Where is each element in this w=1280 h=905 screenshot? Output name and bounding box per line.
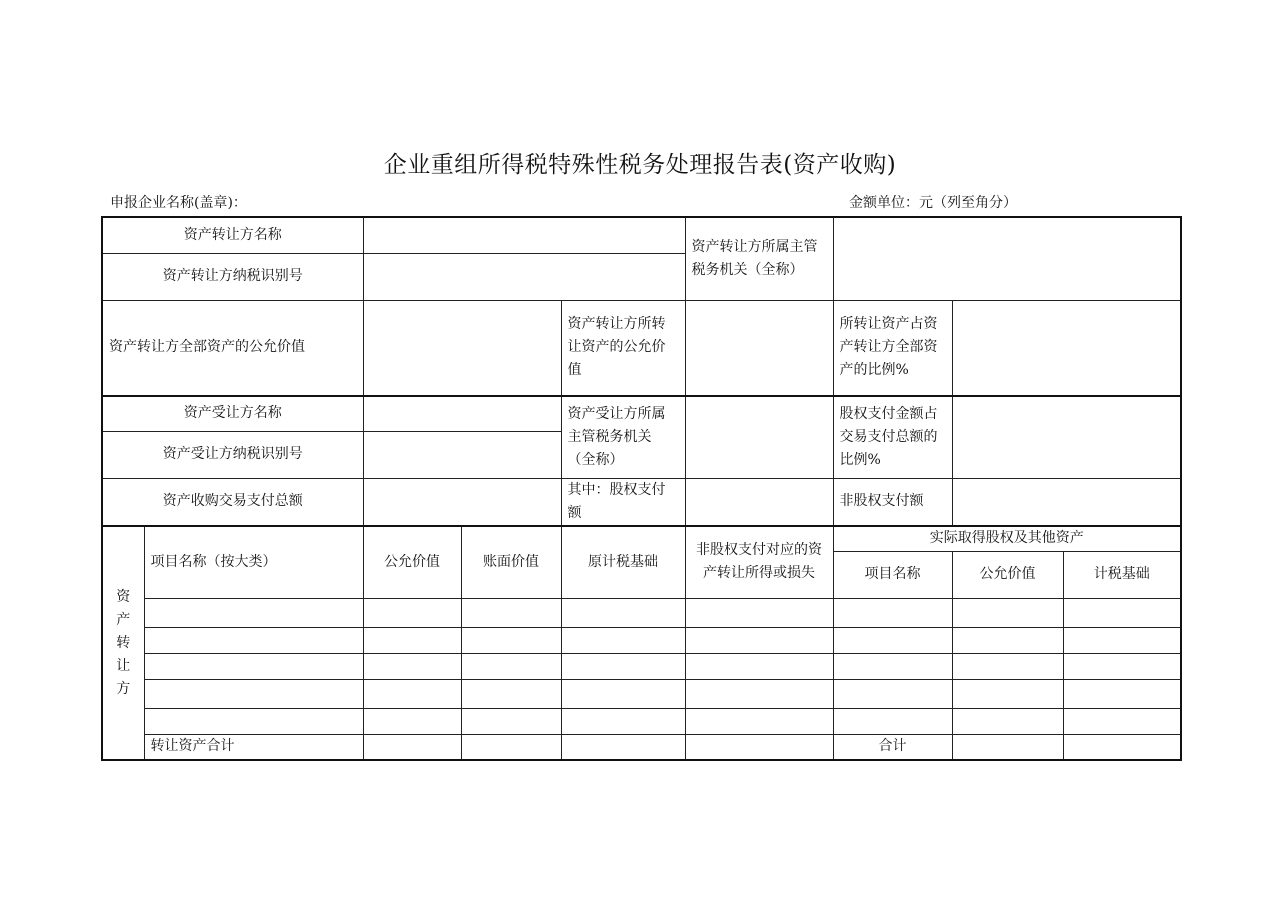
sub-item-name-header: 项目名称 (833, 551, 952, 598)
cell[interactable] (461, 653, 561, 679)
cell[interactable] (833, 653, 952, 679)
sub-tax-basis-header: 计税基础 (1063, 551, 1181, 598)
transferee-tax-id-field[interactable] (363, 431, 561, 478)
cell[interactable] (685, 679, 833, 708)
non-equity-payment-field[interactable] (952, 478, 1181, 526)
cell[interactable] (952, 627, 1063, 653)
side-char: 产 (116, 611, 131, 628)
cell[interactable] (461, 708, 561, 734)
cell[interactable] (833, 708, 952, 734)
side-char: 资 (116, 588, 131, 605)
cell[interactable] (461, 627, 561, 653)
amount-unit-label: 金额单位：元（列至角分） (849, 195, 1017, 211)
transferor-tax-id-field[interactable] (363, 253, 685, 300)
cell[interactable] (461, 598, 561, 627)
cell[interactable] (363, 708, 461, 734)
cell[interactable] (363, 627, 461, 653)
table-row (102, 598, 1181, 627)
form-title: 企业重组所得税特殊性税务处理报告表(资产收购) (383, 152, 897, 178)
cell[interactable] (1063, 653, 1181, 679)
transferor-tax-id-label: 资产转让方纳税识别号 (102, 253, 363, 300)
applicant-label: 申报企业名称(盖章)： (110, 195, 247, 211)
transferor-authority-label: 资产转让方所属主管税务机关（全称） (685, 217, 833, 300)
cell[interactable] (363, 653, 461, 679)
cell[interactable] (144, 627, 363, 653)
col-non-equity-gain-header: 非股权支付对应的资产转让所得或损失 (685, 526, 833, 598)
table-row (102, 653, 1181, 679)
cell[interactable] (144, 598, 363, 627)
transferee-name-label: 资产受让方名称 (102, 396, 363, 431)
col-original-basis-header: 原计税基础 (561, 526, 685, 598)
total-non-equity-gain-field[interactable] (685, 734, 833, 760)
group-header: 实际取得股权及其他资产 (833, 526, 1181, 551)
cell[interactable] (952, 653, 1063, 679)
report-table (101, 216, 1182, 761)
cell[interactable] (363, 679, 461, 708)
col-item-name-header: 项目名称（按大类） (144, 526, 363, 598)
equity-payment-label: 其中：股权支付额 (561, 478, 685, 526)
equity-payment-ratio-label: 股权支付金额占交易支付总额的比例% (833, 396, 952, 478)
non-equity-payment-label: 非股权支付额 (833, 478, 952, 526)
cell[interactable] (363, 598, 461, 627)
side-char: 转 (116, 634, 131, 651)
table-row (102, 679, 1181, 708)
sum-fair-value-field[interactable] (952, 734, 1063, 760)
cell[interactable] (1063, 598, 1181, 627)
cell[interactable] (1063, 679, 1181, 708)
transferee-authority-field[interactable] (685, 396, 833, 478)
col-book-value-header: 账面价值 (461, 526, 561, 598)
side-char: 让 (116, 657, 131, 674)
cell[interactable] (685, 598, 833, 627)
total-row (102, 734, 1181, 760)
cell[interactable] (685, 627, 833, 653)
cell[interactable] (561, 598, 685, 627)
transferor-total-fair-value-field[interactable] (363, 300, 561, 396)
transferred-fair-value-field[interactable] (685, 300, 833, 396)
total-original-basis-field[interactable] (561, 734, 685, 760)
total-book-value-field[interactable] (461, 734, 561, 760)
total-fair-value-field[interactable] (363, 734, 461, 760)
sum-tax-basis-field[interactable] (1063, 734, 1181, 760)
cell[interactable] (144, 653, 363, 679)
cell[interactable] (833, 598, 952, 627)
sub-fair-value-header: 公允价值 (952, 551, 1063, 598)
transferee-name-field[interactable] (363, 396, 561, 431)
transferor-name-label: 资产转让方名称 (102, 217, 363, 253)
cell[interactable] (144, 679, 363, 708)
sum-label: 合计 (833, 734, 952, 760)
cell[interactable] (685, 708, 833, 734)
transferor-authority-field[interactable] (833, 217, 1181, 300)
cell[interactable] (833, 679, 952, 708)
cell[interactable] (952, 598, 1063, 627)
total-payment-label: 资产收购交易支付总额 (102, 478, 363, 526)
cell[interactable] (833, 627, 952, 653)
transferred-fair-value-label: 资产转让方所转让资产的公允价值 (561, 300, 685, 396)
cell[interactable] (1063, 708, 1181, 734)
transferor-side-label (102, 526, 144, 760)
transferred-ratio-field[interactable] (952, 300, 1181, 396)
equity-payment-ratio-field[interactable] (952, 396, 1181, 478)
cell[interactable] (561, 679, 685, 708)
transferor-name-field[interactable] (363, 217, 685, 253)
total-payment-field[interactable] (363, 478, 561, 526)
transferred-ratio-label: 所转让资产占资产转让方全部资产的比例% (833, 300, 952, 396)
cell[interactable] (144, 708, 363, 734)
table-row (102, 627, 1181, 653)
table-row (102, 708, 1181, 734)
transferor-total-fair-value-label: 资产转让方全部资产的公允价值 (102, 300, 363, 396)
cell[interactable] (685, 653, 833, 679)
cell[interactable] (1063, 627, 1181, 653)
cell[interactable] (461, 679, 561, 708)
cell[interactable] (561, 708, 685, 734)
cell[interactable] (561, 653, 685, 679)
transferee-authority-label: 资产受让方所属主管税务机关（全称） (561, 396, 685, 478)
total-assets-label: 转让资产合计 (144, 734, 363, 760)
side-char: 方 (116, 680, 131, 697)
transferee-tax-id-label: 资产受让方纳税识别号 (102, 431, 363, 478)
cell[interactable] (952, 679, 1063, 708)
equity-payment-field[interactable] (685, 478, 833, 526)
cell[interactable] (561, 627, 685, 653)
col-fair-value-header: 公允价值 (363, 526, 461, 598)
cell[interactable] (952, 708, 1063, 734)
